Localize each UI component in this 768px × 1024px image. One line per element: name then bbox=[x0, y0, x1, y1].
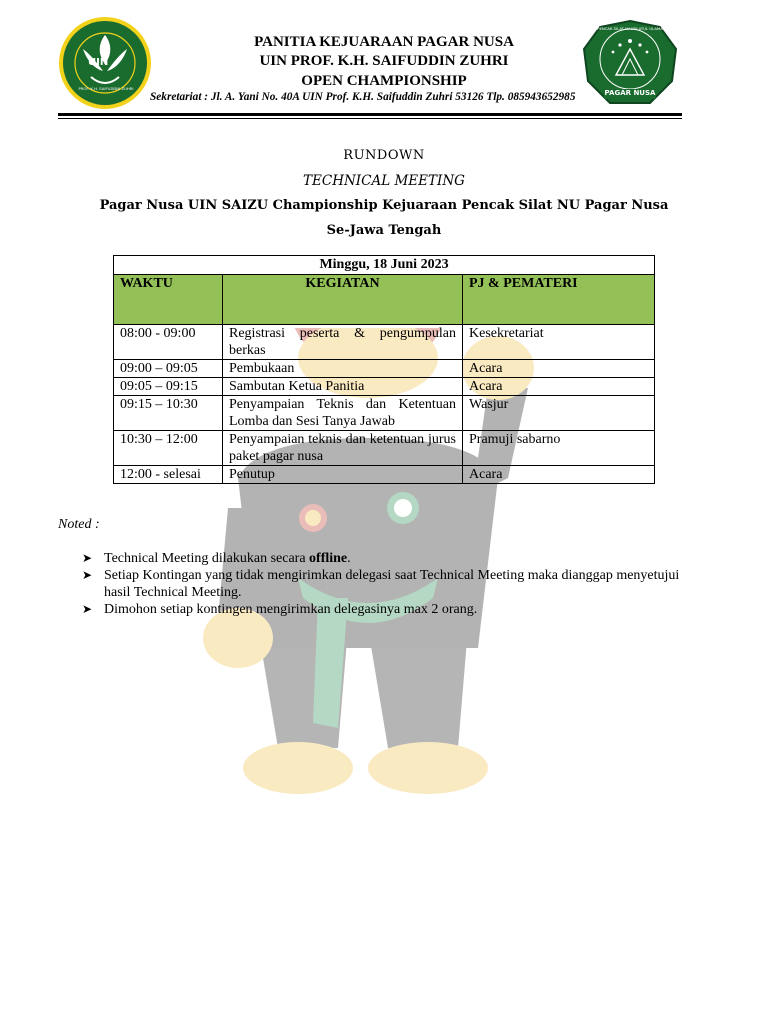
note-1-suffix: . bbox=[347, 551, 351, 566]
cell-pj: Acara bbox=[463, 466, 655, 484]
note-1-prefix: Technical Meeting dilakukan secara bbox=[104, 551, 310, 566]
cell-pj: Acara bbox=[463, 360, 655, 378]
list-item bbox=[82, 550, 682, 567]
cell-kegiatan: Penyampaian Teknis dan Ketentuan Lomba dan Sesi Tanya Jawab bbox=[223, 396, 463, 431]
cell-kegiatan: Registrasi peserta & pengumpulan berkas bbox=[223, 325, 463, 360]
cell-waktu: 09:15 – 10:30 bbox=[114, 396, 223, 431]
note-3: Dimohon setiap kontingen mengirimkan delegasinya max 2 orang. bbox=[104, 602, 478, 617]
cell-kegiatan: Pembukaan bbox=[223, 360, 463, 378]
title-rundown: RUNDOWN bbox=[343, 148, 425, 163]
pagar-nusa-logo-label: PAGAR NUSA bbox=[604, 89, 656, 97]
uin-logo-ring-text: PROF. K.H. SAIFUDDIN ZUHRI bbox=[78, 86, 134, 91]
table-row bbox=[114, 325, 655, 360]
cell-waktu: 10:30 – 12:00 bbox=[114, 431, 223, 466]
arrow-bullet-icon: ➤ bbox=[82, 568, 93, 582]
cell-pj: Acara bbox=[463, 378, 655, 396]
subtitle-championship: Pagar Nusa UIN SAIZU Championship Kejuaraan Pencak Silat NU Pagar Nusa bbox=[99, 198, 669, 213]
column-header-waktu: WAKTU bbox=[114, 275, 223, 325]
table-row bbox=[114, 396, 655, 431]
arrow-bullet-icon: ➤ bbox=[82, 551, 93, 565]
header-university: UIN PROF. K.H. SAIFUDDIN ZUHRI bbox=[259, 53, 509, 69]
column-header-pj: PJ & PEMATERI bbox=[463, 275, 655, 325]
cell-kegiatan: Sambutan Ketua Panitia bbox=[223, 378, 463, 396]
cell-pj: Kesekretariat bbox=[463, 325, 655, 360]
header-address: Sekretariat : Jl. A. Yani No. 40A UIN Prof. K.H. Saifuddin Zuhri 53126 Tlp. 085943652985 bbox=[150, 91, 576, 103]
pagar-nusa-ring-text: PENCAK SILAT NAHDLATUL ULAMA bbox=[597, 26, 663, 31]
table-date: Minggu, 18 Juni 2023 bbox=[114, 256, 655, 275]
note-2: Setiap Kontingan yang tidak mengirimkan delegasi saat Technical Meeting maka dianggap menyetujui hasil Technical Meeting. bbox=[104, 568, 680, 600]
header-rule-thin bbox=[58, 118, 682, 119]
table-date-row bbox=[114, 256, 655, 275]
cell-pj: Wasjur bbox=[463, 396, 655, 431]
cell-kegiatan: Penutup bbox=[223, 466, 463, 484]
table-row bbox=[114, 431, 655, 466]
title-technical-meeting: TECHNICAL MEETING bbox=[303, 173, 465, 189]
table-row bbox=[114, 360, 655, 378]
table-row bbox=[114, 378, 655, 396]
cell-waktu: 09:00 – 09:05 bbox=[114, 360, 223, 378]
rundown-table bbox=[113, 255, 655, 484]
notes-label: Noted : bbox=[58, 517, 100, 532]
uin-logo-text: UIN bbox=[88, 57, 109, 68]
header-event: OPEN CHAMPIONSHIP bbox=[301, 73, 467, 89]
header-rule-thick bbox=[58, 113, 682, 116]
table-header-row bbox=[114, 275, 655, 325]
header-committee: PANITIA KEJUARAAN PAGAR NUSA bbox=[254, 34, 514, 50]
cell-waktu: 12:00 - selesai bbox=[114, 466, 223, 484]
notes-list bbox=[82, 550, 682, 618]
cell-kegiatan: Penyampaian teknis dan ketentuan jurus paket pagar nusa bbox=[223, 431, 463, 466]
subtitle-region: Se-Jawa Tengah bbox=[326, 223, 442, 238]
cell-waktu: 08:00 - 09:00 bbox=[114, 325, 223, 360]
list-item bbox=[82, 567, 682, 601]
cell-waktu: 09:05 – 09:15 bbox=[114, 378, 223, 396]
cell-pj: Pramuji sabarno bbox=[463, 431, 655, 466]
arrow-bullet-icon: ➤ bbox=[82, 602, 93, 616]
note-1-bold: offline bbox=[309, 551, 348, 566]
table-row bbox=[114, 466, 655, 484]
list-item bbox=[82, 601, 682, 618]
column-header-kegiatan: KEGIATAN bbox=[223, 275, 463, 325]
